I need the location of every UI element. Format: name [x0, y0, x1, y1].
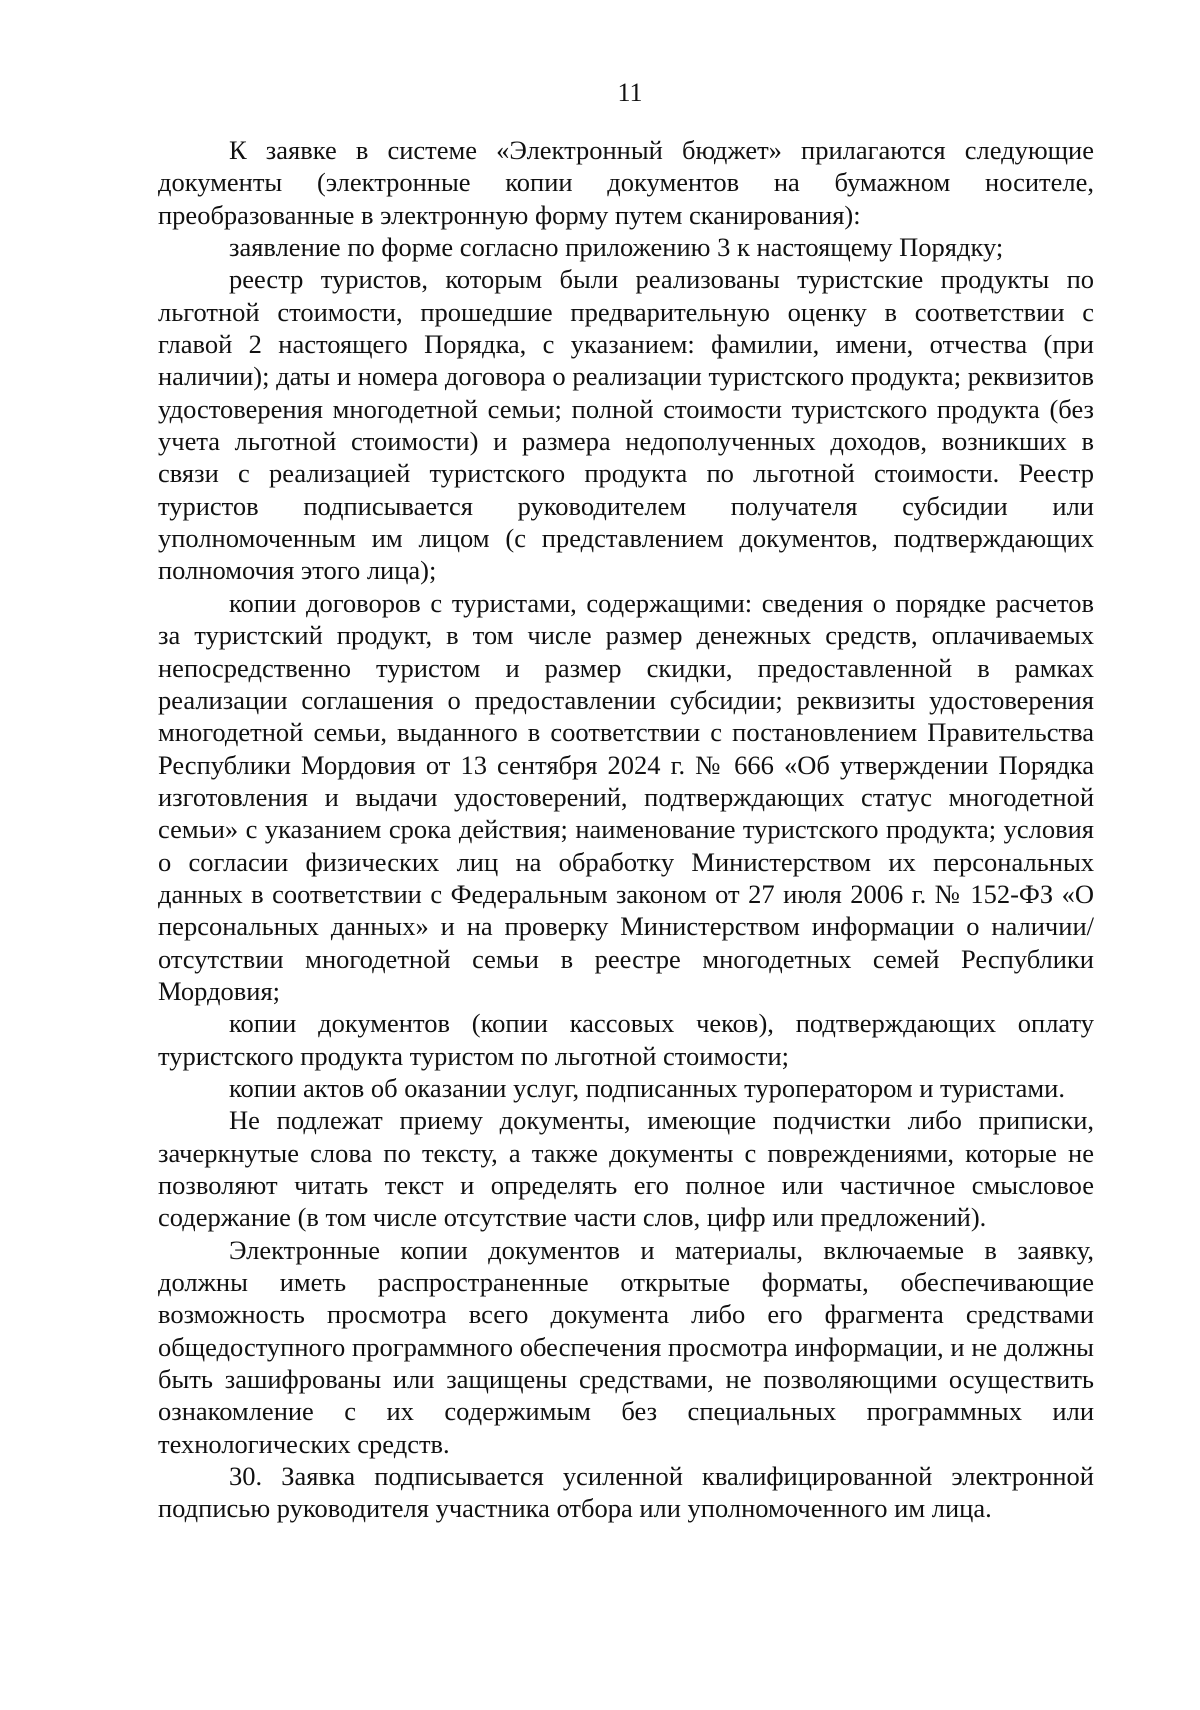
paragraph-electronic-formats: Электронные копии документов и материалы, включаемые в заявку, должны иметь распространенные открытые форматы, обеспечивающие возможность просмотра всего документа либо его фрагмента средствами общедоступного программного обеспечения просмотра информации, и не должны быть зашифрованы или защищены средствами, не позволяющими осуществить ознакомление с их содержимым без специальных программных или технологических средств. [158, 1234, 1094, 1459]
paragraph-contract-copies: копии договоров с туристами, содержащими: сведения о порядке расчетов за туристский продукт, в том числе размер денежных средств, оплачиваемых непосредственно туристом и размер скидки, предоставленной в рамках реализации соглашения о предоставлении субсидии; реквизиты удостоверения многодетной семьи, выданного в соответствии с постановлением Правительства Республики Мордовия от 13 сентября 2024 г. № 666 «Об утверждении Порядка изготовления и выдачи удостоверений, подтверждающих статус многодетной семьи» с указанием срока действия; наименование туристского продукта; условия о согласии физических лиц на обработку Министерством их персональных данных в соответствии с Федеральным законом от 27 июля 2006 г. № 152-ФЗ «О персональных данных» и на проверку Министерством информации о наличии/отсутствии многодетной семьи в реестре многодетных семей Республики Мордовия; [158, 587, 1094, 1006]
paragraph-receipt-copies: копии документов (копии кассовых чеков), подтверждающих оплату туристского продукта туристом по льготной стоимости; [158, 1008, 1094, 1071]
paragraph-service-acts: копии актов об оказании услуг, подписанных туроператором и туристами. [229, 1072, 1065, 1103]
paragraph-rejected-documents: Не подлежат приему документы, имеющие подчистки либо приписки, зачеркнутые слова по тексту, а также документы с повреждениями, которые не позволяют читать текст и определять его полное или частичное смысловое содержание (в том числе отсутствие части слов, цифр или предложений). [158, 1105, 1094, 1233]
paragraph-signature-clause: 30. Заявка подписывается усиленной квалифицированной электронной подписью руководителя участника отбора или уполномоченного им лица. [158, 1461, 1094, 1524]
paragraph-tourist-register: реестр туристов, которым были реализованы туристские продукты по льготной стоимости, прошедшие предварительную оценку в соответствии с главой 2 настоящего Порядка, с указанием: фамилии, имени, отчества (при наличии); даты и номера договора о реализации туристского продукта; реквизитов удостоверения многодетной семьи; полной стоимости туристского продукта (без учета льготной стоимости) и размера недополученных доходов, возникших в связи с реализацией туристского продукта по льготной стоимости. Реестр туристов подписывается руководителем получателя субсидии или уполномоченным им лицом (с представлением документов, подтверждающих полномочия этого лица); [158, 264, 1094, 586]
paragraph-attachments-intro: К заявке в системе «Электронный бюджет» прилагаются следующие документы (электронные копии документов на бумажном носителе, преобразованные в электронную форму путем сканирования): [158, 135, 1094, 230]
document-body [158, 134, 1094, 1525]
paragraph-application-form: заявление по форме согласно приложению 3 к настоящему Порядку; [229, 232, 1004, 263]
page-number: 11 [617, 78, 643, 107]
